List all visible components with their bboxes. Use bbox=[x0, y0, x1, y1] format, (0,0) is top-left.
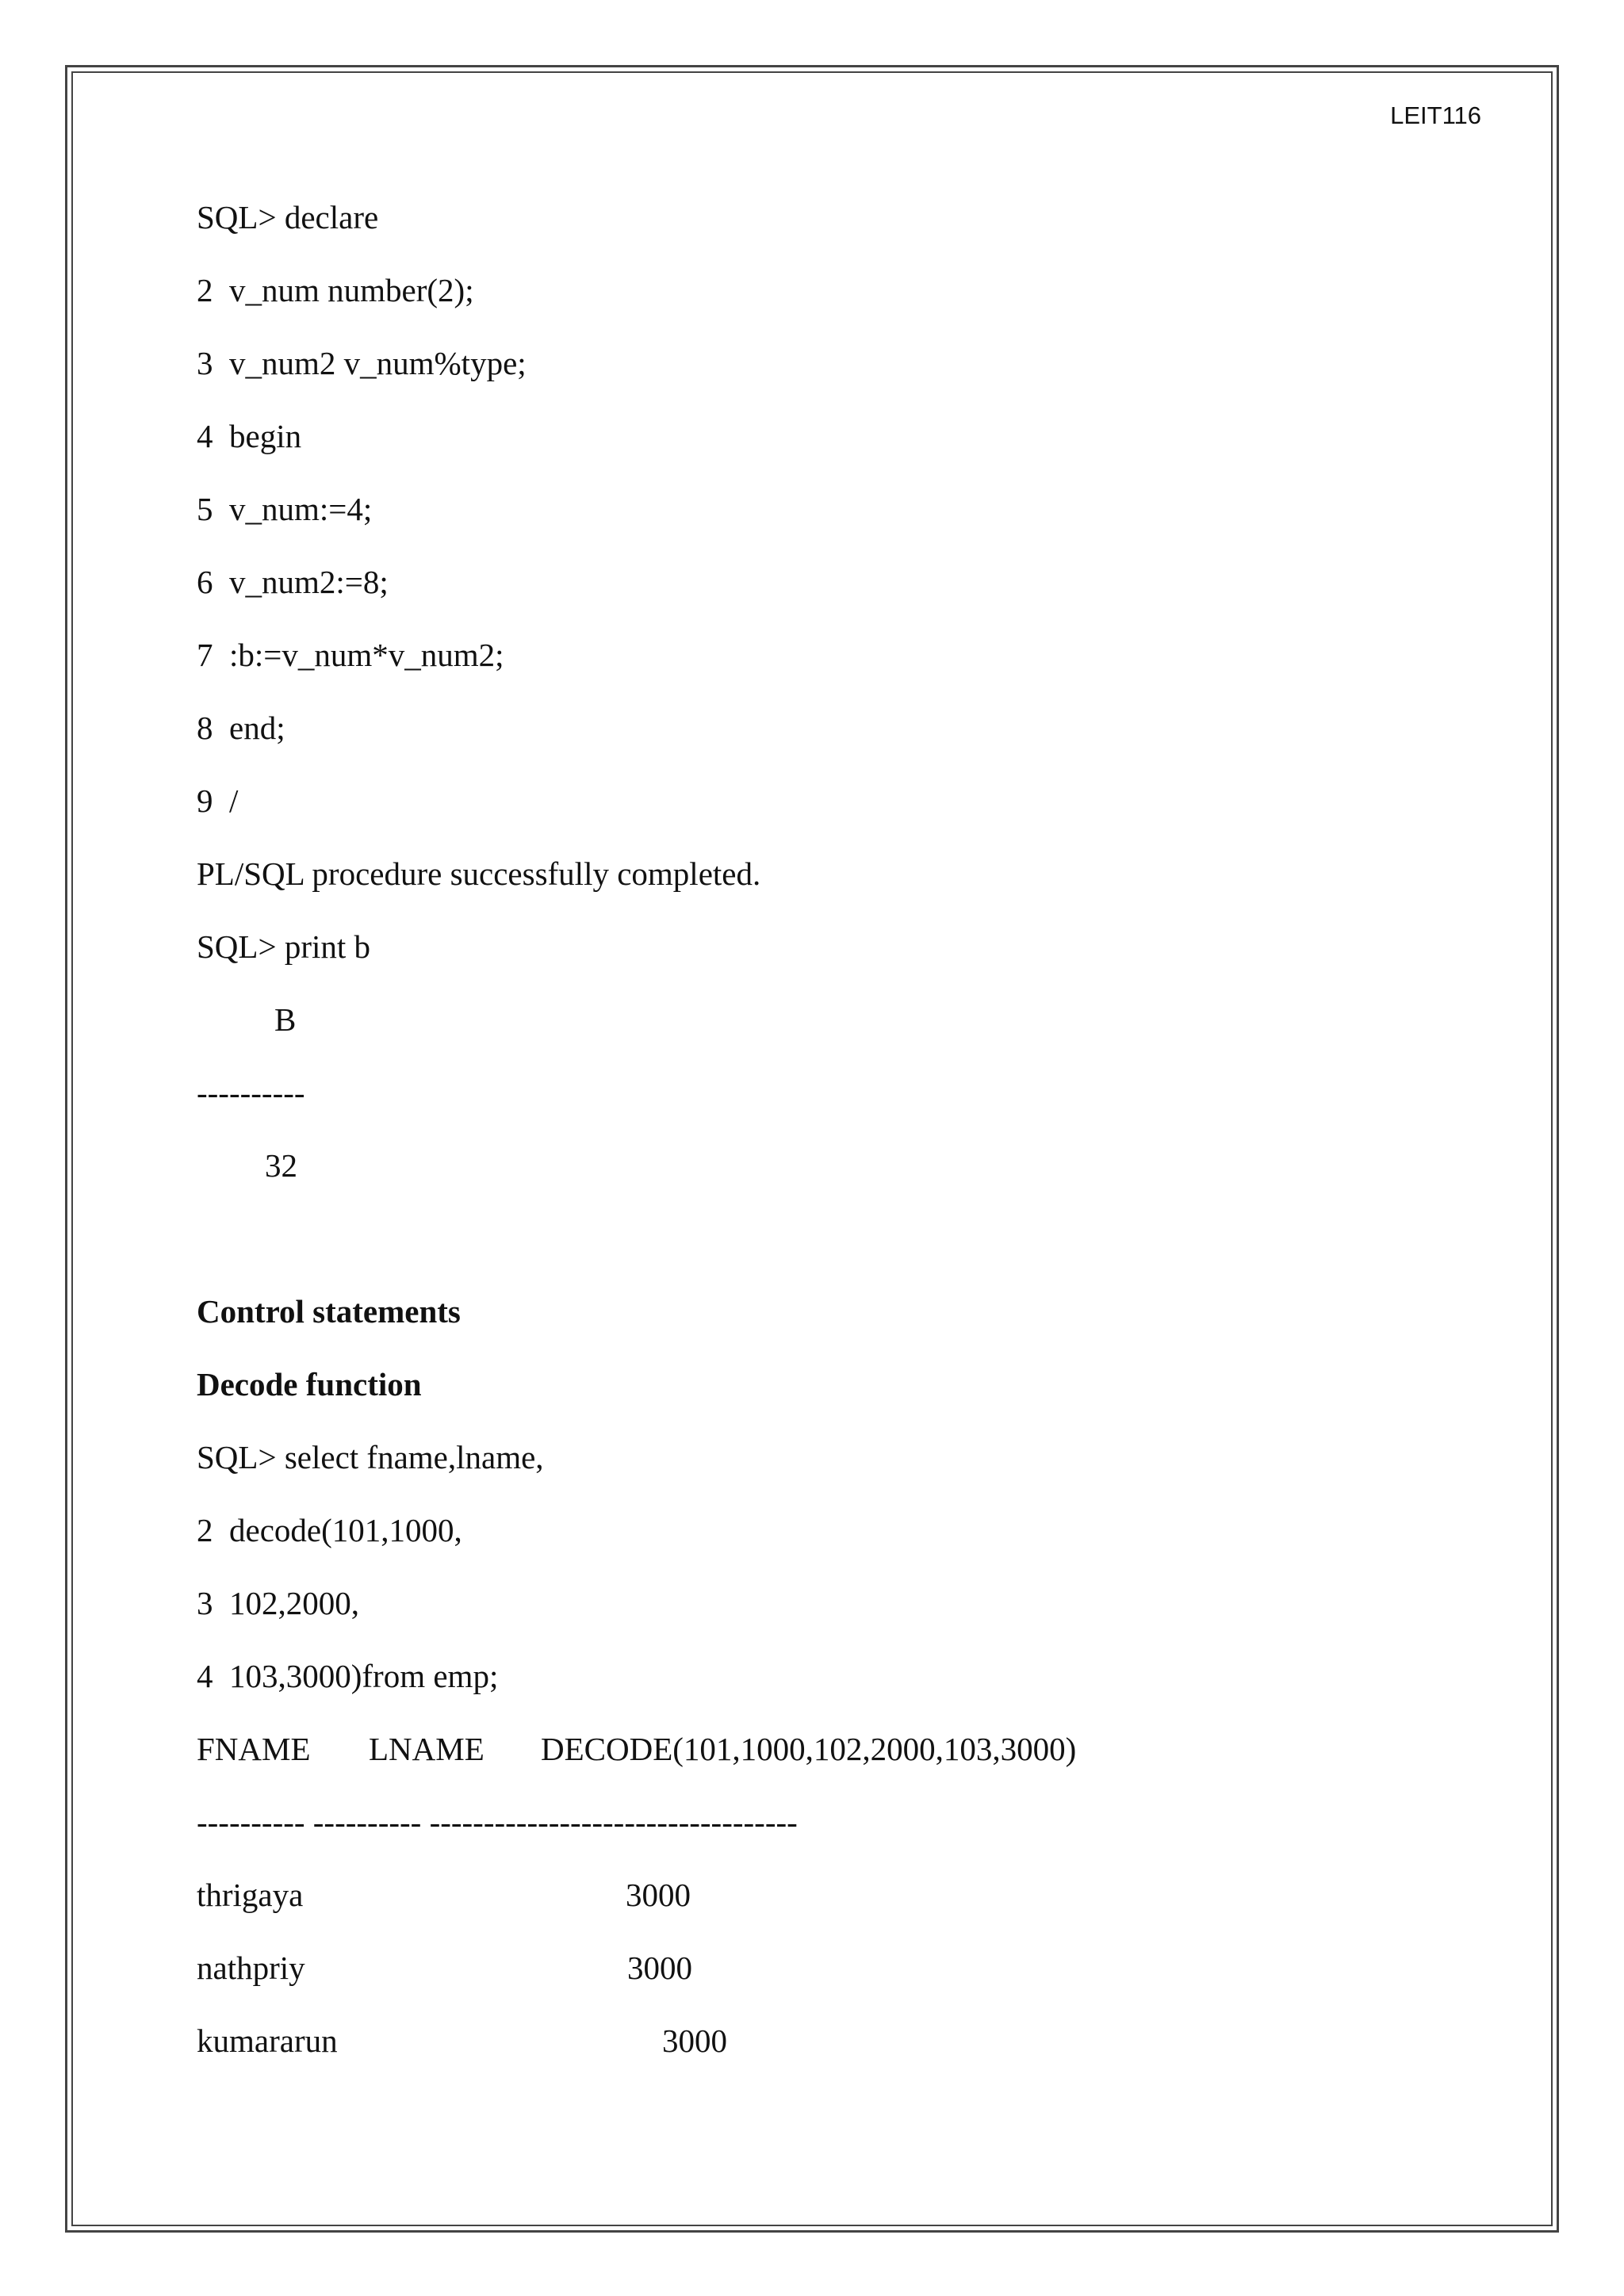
code-line: 8 end; bbox=[197, 710, 285, 746]
code-line: 3 102,2000, bbox=[197, 1585, 359, 1621]
code-line: 9 / bbox=[197, 783, 239, 819]
row-value: 3000 bbox=[627, 1950, 692, 1986]
code-line: 4 103,3000)from emp; bbox=[197, 1658, 499, 1694]
output-separator: ---------- bbox=[197, 1074, 305, 1111]
code-line: 6 v_num2:=8; bbox=[197, 564, 389, 600]
code-line: SQL> select fname,lname, bbox=[197, 1439, 544, 1475]
code-line: 5 v_num:=4; bbox=[197, 491, 373, 527]
column-header-decode: DECODE(101,1000,102,2000,103,3000) bbox=[541, 1731, 1077, 1767]
output-value: 32 bbox=[265, 1147, 297, 1184]
row-name: thrigaya bbox=[197, 1877, 304, 1913]
subsection-heading: Decode function bbox=[197, 1366, 422, 1402]
code-line: 4 begin bbox=[197, 418, 302, 454]
code-line: SQL> declare bbox=[197, 199, 379, 235]
status-message: PL/SQL procedure successfully completed. bbox=[197, 855, 761, 892]
code-line: SQL> print b bbox=[197, 928, 371, 965]
code-line: 7 :b:=v_num*v_num2; bbox=[197, 637, 504, 673]
table-separator: ---------- ---------- ---------------------------------- bbox=[197, 1804, 798, 1840]
code-line: 2 decode(101,1000, bbox=[197, 1512, 462, 1548]
code-line: 3 v_num2 v_num%type; bbox=[197, 345, 527, 381]
row-name: kumararun bbox=[197, 2022, 338, 2059]
row-name: nathpriy bbox=[197, 1950, 305, 1986]
section-heading: Control statements bbox=[197, 1293, 461, 1330]
output-column-header: B bbox=[274, 1001, 297, 1038]
row-value: 3000 bbox=[626, 1877, 691, 1913]
code-line: 2 v_num number(2); bbox=[197, 272, 474, 308]
column-header-lname: LNAME bbox=[369, 1731, 485, 1767]
page-header-code: LEIT116 bbox=[1390, 101, 1481, 129]
row-value: 3000 bbox=[662, 2022, 727, 2059]
column-header-fname: FNAME bbox=[197, 1731, 311, 1767]
